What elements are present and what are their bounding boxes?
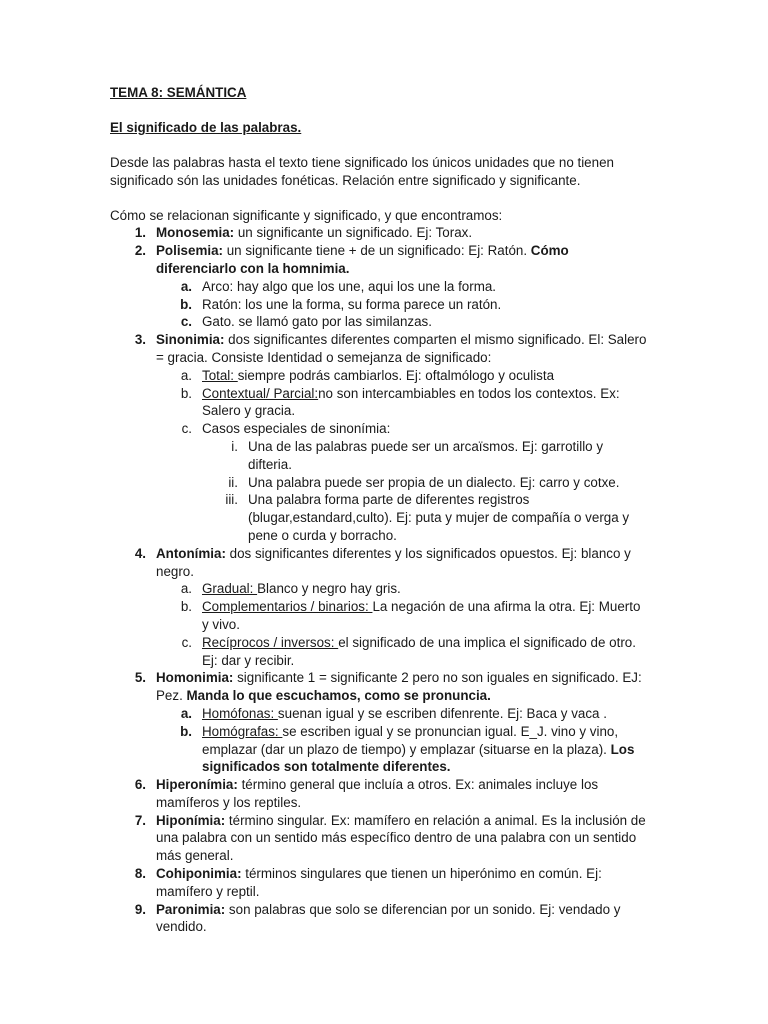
sub-term: Complementarios / binarios:: [202, 599, 373, 615]
list-item-cohiponimia: [110, 865, 650, 901]
item-number: 5.: [134, 670, 146, 686]
item-text: término singular. Ex: mamífero en relación a animal. Es la inclusión de una palabra con un sentido más específico dentro de una palabra con un sentido más general.: [156, 812, 646, 864]
item-text: dos significantes diferentes comparten el mismo significado. El: Salero = gracia. Consiste Identidad o semejanza de significado:: [156, 332, 647, 365]
item-number: 7.: [134, 812, 146, 828]
item-number: 1.: [134, 225, 146, 241]
item-text: términos singulares que tienen un hiperónimo en común. Ej: mamífero y reptil.: [156, 866, 602, 899]
sub-term: Contextual/ Parcial:: [202, 385, 319, 401]
sublist-item: [110, 278, 650, 296]
sub-text: Arco: hay algo que los une, aqui los une la forma.: [202, 278, 497, 294]
item-bold-note: Manda lo que escuchamos, como se pronuncia.: [186, 688, 491, 704]
sub-number: a.: [180, 705, 192, 721]
list-intro-question: Cómo se relacionan significante y significado, y que encontramos:: [110, 207, 503, 223]
sublist-item: [110, 296, 650, 314]
item-text: término general que incluía a otros. Ex: animales incluye los mamíferos y los reptiles.: [156, 777, 599, 810]
list-item-paronimia: [110, 901, 650, 937]
list-item-homonimia: [110, 669, 650, 776]
item-number: 2.: [134, 243, 146, 259]
item-number: 4.: [134, 545, 146, 561]
item-term: Hiponímia:: [156, 812, 226, 828]
sub-text: La negación de una afirma la otra. Ej: Muerto y vivo.: [202, 599, 641, 632]
sub-number: c.: [180, 314, 192, 330]
sub-number: b.: [180, 296, 192, 312]
sub-sublist-item: [110, 438, 650, 474]
item-term: Paronimia:: [156, 901, 226, 917]
subsub-text: Una de las palabras puede ser un arcaïsmos. Ej: garrotillo y difteria.: [248, 438, 604, 472]
sublist-item: [110, 313, 650, 331]
sublist-item: [110, 367, 650, 385]
section-subtitle: El significado de las palabras.: [110, 120, 302, 135]
item-text: un significante un significado. Ej: Torax.: [234, 225, 473, 241]
sub-number: c.: [181, 634, 192, 650]
item-number: 9.: [134, 901, 146, 917]
sub-sublist-item: [110, 474, 650, 492]
document-page: [110, 84, 650, 936]
sub-number: a.: [180, 367, 192, 383]
sub-text: siempre podrás cambiarlos. Ej: oftalmólogo y oculista: [237, 367, 555, 383]
intro-paragraph: [110, 154, 650, 190]
sub-number: a.: [180, 278, 192, 294]
sub-text: se escriben igual y se pronuncian igual. E_J. vino y vino, emplazar (dar un plazo de tiempo) y emplazar (situarse en la plaza).: [202, 723, 619, 757]
sub-text: Gato. se llamó gato por las similanzas.: [202, 314, 432, 330]
sub-text: Blanco y negro hay gris.: [257, 581, 401, 597]
sublist-item: [110, 705, 650, 723]
item-number: 8.: [134, 866, 146, 882]
item-text: significante 1 = significante 2 pero no son iguales en significado. EJ: Pez.: [156, 670, 642, 704]
list-item-sinonimia: [110, 331, 650, 545]
item-bold-note: Cómo diferenciarlo con la homnimia.: [156, 243, 569, 276]
sublist-item: [110, 385, 650, 421]
sub-sublist: [202, 438, 650, 545]
sub-term: Recíprocos / inversos:: [202, 634, 339, 650]
subsub-text: Una palabra forma parte de diferentes registros (blugar,estandard,culto). Ej: puta y mujer de compañía o verga y pene o curda y borracho.: [248, 492, 630, 543]
list-item-hiperonimia: [110, 776, 650, 812]
subsub-text: Una palabra puede ser propia de un dialecto. Ej: carro y cotxe.: [248, 474, 620, 490]
item-number: 3.: [134, 332, 146, 348]
sub-term: Homófonas:: [202, 705, 278, 721]
sub-sublist-item: [110, 491, 650, 544]
sub-text: no son intercambiables en todos los contextos. Ex: Salero y gracia.: [202, 385, 620, 419]
sublist-item: [110, 580, 650, 598]
sublist: [156, 705, 650, 776]
intro-line-1: Desde las palabras hasta el texto tiene significado los únicos unidades que no tienen: [110, 155, 614, 170]
sub-text: suenan igual y se escriben difenrente. Ej: Baca y vaca .: [277, 705, 607, 721]
list-item-antonimia: [110, 545, 650, 670]
sublist-item: [110, 420, 650, 545]
sub-text: Casos especiales de sinonímia:: [202, 421, 391, 437]
sub-number: b.: [180, 599, 192, 615]
sublist-item: [110, 723, 650, 776]
item-text: un significante tiene + de un significado: Ej: Ratón.: [222, 243, 531, 259]
sublist: [156, 278, 650, 331]
sub-term: Total:: [202, 367, 238, 383]
item-term: Homonimia:: [156, 670, 234, 686]
list-item-monosemia: [110, 224, 650, 242]
item-text: dos significantes diferentes y los significados opuestos. Ej: blanco y negro.: [156, 545, 631, 579]
item-term: Monosemia:: [156, 225, 235, 241]
item-term: Hiperonímia:: [156, 777, 238, 793]
item-term: Sinonimia:: [156, 332, 225, 348]
sub-number: a.: [180, 581, 192, 597]
list-item-hiponimia: [110, 812, 650, 865]
sub-bold-note: Los significados son totalmente diferentes.: [202, 741, 635, 775]
subsub-number: ii.: [228, 474, 238, 490]
sub-number: b.: [180, 723, 192, 739]
sub-term: Homógrafas:: [202, 723, 283, 739]
sub-term: Gradual:: [202, 581, 258, 597]
item-term: Polisemia:: [156, 243, 223, 259]
sublist-item: [110, 598, 650, 634]
item-number: 6.: [134, 777, 146, 793]
sublist-item: [110, 634, 650, 670]
subsub-number: i.: [231, 438, 238, 454]
semantic-relations-list: [110, 224, 650, 936]
list-item-polisemia: [110, 242, 650, 331]
item-term: Cohiponimia:: [156, 866, 242, 882]
item-term: Antonímia:: [156, 545, 226, 561]
document-title: TEMA 8: SEMÁNTICA: [110, 85, 247, 100]
sub-text: el significado de una implica el significado de otro. Ej: dar y recibir.: [202, 634, 636, 668]
sub-number: b.: [180, 385, 192, 401]
sublist: [156, 367, 650, 545]
item-text: son palabras que solo se diferencian por un sonido. Ej: vendado y vendido.: [156, 901, 621, 935]
sub-text: Ratón: los une la forma, su forma parece un ratón.: [202, 296, 502, 312]
subsub-number: iii.: [225, 492, 238, 508]
intro-line-2: significado són las unidades fonéticas. Relación entre significado y significante.: [110, 172, 581, 188]
sub-number: c.: [181, 421, 192, 437]
sublist: [156, 580, 650, 669]
